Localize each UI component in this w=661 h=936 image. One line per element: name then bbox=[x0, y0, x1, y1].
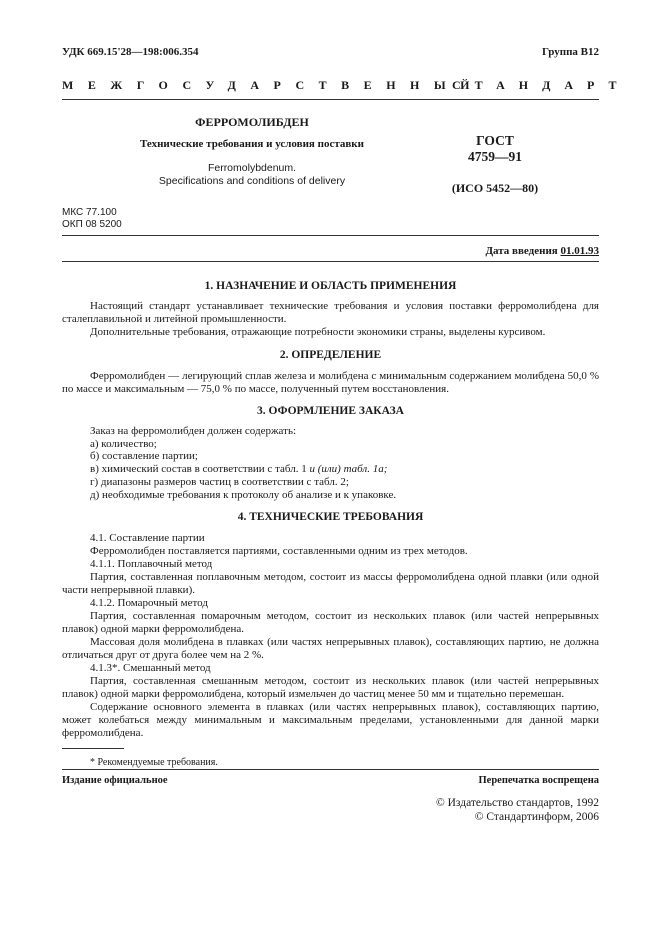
copyright-1992: © Издательство стандартов, 1992 bbox=[435, 797, 599, 809]
effective-date-label: Дата введения bbox=[485, 245, 558, 257]
order-item-c-text: в) химический состав в соответствии с табл. 1 bbox=[90, 463, 310, 475]
section-1-paragraph-1: Настоящий стандарт устанавливает технические требования и условия поставки ферромолибдена для сталеплавильной и литейной промышленности. bbox=[62, 300, 599, 325]
section-2-paragraph-1: Ферромолибден — легирующий сплав железа и молибдена с минимальным содержанием молибдена 50,0 % по массе и максимальным — 75,0 % по массе, полученный путем восстановления. bbox=[62, 370, 599, 395]
date-rule bbox=[62, 261, 599, 262]
section-1-body bbox=[62, 300, 599, 339]
order-item-e: д) необходимые требования к протоколу об анализе и к упаковке. bbox=[90, 489, 397, 501]
standard-banner-left: МЕЖГОСУДАРСТВЕННЫЙ bbox=[62, 78, 484, 92]
section-1-paragraph-2: Дополнительные требования, отражающие потребности экономики страны, выделены курсивом. bbox=[90, 326, 546, 338]
clause-4-1-3-text-2: Содержание основного элемента в плавках (или частях непрерывных плавок), составляющих партию, может колебаться между минимальным и максимальным пределами, установленными для данной марки ферромолибдена. bbox=[62, 701, 599, 739]
order-item-c bbox=[90, 463, 387, 476]
group-code: Группа В12 bbox=[541, 46, 599, 58]
order-item-d: г) диапазоны размеров частиц в соответствии с табл. 2; bbox=[90, 476, 349, 488]
en-title-1: Ferromolybdenum. bbox=[207, 162, 297, 174]
title-rule bbox=[62, 235, 599, 236]
doc-title: ФЕРРОМОЛИБДЕН bbox=[195, 115, 309, 129]
section-4-body bbox=[62, 532, 599, 740]
clause-4-1-1-heading: 4.1.1. Поплавочный метод bbox=[90, 558, 213, 570]
clause-4-1-1-text: Партия, составленная поплавочным методом, состоит из массы ферромолибдена одной плавки (или одной части непрерывной плавки). bbox=[62, 571, 599, 596]
gost-number: 4759—91 bbox=[468, 149, 522, 164]
section-2-body bbox=[62, 370, 599, 396]
clause-4-1-3-heading: 4.1.3*. Смешанный метод bbox=[90, 662, 211, 674]
effective-date-value: 01.01.93 bbox=[560, 245, 599, 257]
order-item-c-italic: и (или) табл. 1а; bbox=[309, 463, 388, 475]
standard-banner-right: СТАНДАРТ bbox=[452, 78, 631, 92]
banner-rule bbox=[62, 99, 599, 100]
clause-4-1-2-heading: 4.1.2. Помарочный метод bbox=[90, 597, 208, 609]
effective-date bbox=[485, 245, 599, 258]
clause-4-1-2-text-1: Партия, составленная помарочным методом, состоит из нескольких плавок (или частей непрерывных плавок) одной марки ферромолибдена. bbox=[62, 610, 599, 635]
clause-4-1-3-text-1: Партия, составленная смешанным методом, состоит из нескольких плавок (или частей непрерывных плавок) одной марки ферромолибдена, который измельчен до частиц менее 50 мм и тщательно перемешан. bbox=[62, 675, 599, 700]
en-title-2: Specifications and conditions of delivery bbox=[158, 175, 346, 187]
reprint-prohibited-label: Перепечатка воспрещена bbox=[478, 775, 599, 786]
copyright-2006: © Стандартинформ, 2006 bbox=[474, 811, 599, 823]
gost-label: ГОСТ bbox=[476, 133, 514, 148]
footer-rule bbox=[62, 769, 599, 770]
doc-subtitle: Технические требования и условия поставки bbox=[140, 138, 364, 150]
order-intro: Заказ на ферромолибден должен содержать: bbox=[90, 425, 297, 437]
section-1-title: 1. НАЗНАЧЕНИЕ И ОБЛАСТЬ ПРИМЕНЕНИЯ bbox=[204, 280, 457, 292]
udk-code: УДК 669.15'28—198:006.354 bbox=[62, 46, 199, 58]
section-3-title: 3. ОФОРМЛЕНИЕ ЗАКАЗА bbox=[257, 405, 404, 417]
iso-reference: (ИСО 5452—80) bbox=[451, 181, 539, 195]
footnote-rule bbox=[62, 748, 124, 749]
order-item-a: а) количество; bbox=[90, 438, 157, 450]
footnote: * Рекомендуемые требования. bbox=[90, 757, 218, 768]
okp-code: ОКП 08 5200 bbox=[62, 219, 122, 230]
order-item-b: б) составление партии; bbox=[90, 450, 198, 462]
official-edition-label: Издание официальное bbox=[62, 775, 168, 786]
clause-4-1-text: Ферромолибден поставляется партиями, составленными одним из трех методов. bbox=[90, 545, 468, 557]
section-2-title: 2. ОПРЕДЕЛЕНИЕ bbox=[279, 349, 382, 361]
mks-code: МКС 77.100 bbox=[62, 207, 117, 218]
section-4-title: 4. ТЕХНИЧЕСКИЕ ТРЕБОВАНИЯ bbox=[237, 511, 424, 523]
clause-4-1-heading: 4.1. Составление партии bbox=[90, 532, 205, 544]
clause-4-1-2-text-2: Массовая доля молибдена в плавках (или частях непрерывных плавок), составляющих партию, не должна отличаться друг от друга более чем на 2 %. bbox=[62, 636, 599, 661]
